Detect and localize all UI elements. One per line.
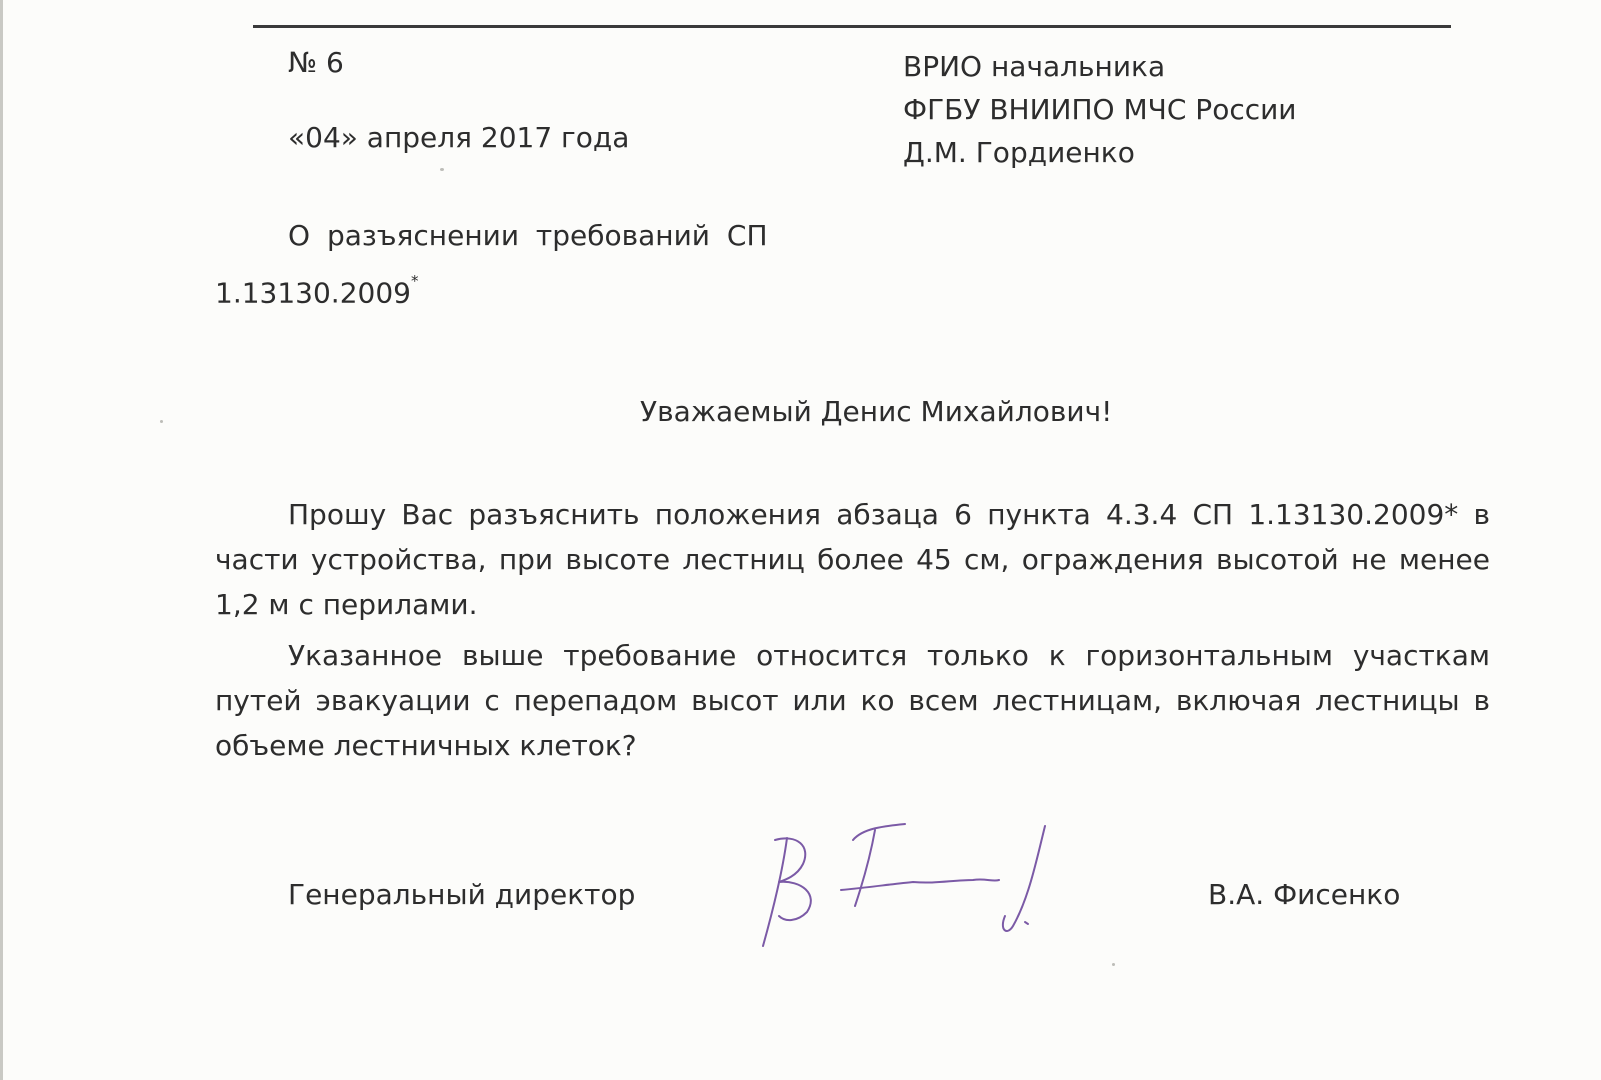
- body-paragraph: Прошу Вас разъяснить положения абзаца 6 пункта 4.3.4 СП 1.13130.2009* в части устройства, при высоте лестниц более 45 см, ограждения высотой не менее 1,2 м с перилами.: [215, 498, 1490, 621]
- addressee-line: ВРИО начальника: [903, 50, 1166, 83]
- addressee-block: [903, 45, 1297, 174]
- document-number: № 6: [288, 46, 344, 79]
- subject-code: 1.13130.2009: [215, 276, 411, 310]
- document-date: «04» апреля 2017 года: [288, 121, 630, 154]
- salutation: Уважаемый Денис Михайлович!: [640, 395, 1113, 428]
- scan-speck: [160, 420, 163, 423]
- body-paragraph: Указанное выше требование относится только к горизонтальным участкам путей эвакуации с перепадом высот или ко всем лестницам, включая лестницы в объеме лестничных клеток?: [215, 639, 1490, 762]
- addressee-line: ФГБУ ВНИИПО МЧС России: [903, 93, 1297, 126]
- signatory-name: В.А. Фисенко: [1208, 878, 1401, 911]
- subject-line: О разъяснении требований СП: [288, 219, 768, 252]
- subject-line: [215, 270, 418, 310]
- scan-speck: [1112, 963, 1115, 966]
- header-rule: [253, 25, 1451, 28]
- signatory-title: Генеральный директор: [288, 878, 636, 911]
- scan-speck: [440, 168, 444, 171]
- handwritten-signature: [745, 818, 1065, 963]
- subject-mark: *: [410, 272, 419, 290]
- letter-body: [215, 492, 1490, 768]
- addressee-line: Д.М. Гордиенко: [903, 136, 1135, 169]
- scan-edge: [0, 0, 3, 1080]
